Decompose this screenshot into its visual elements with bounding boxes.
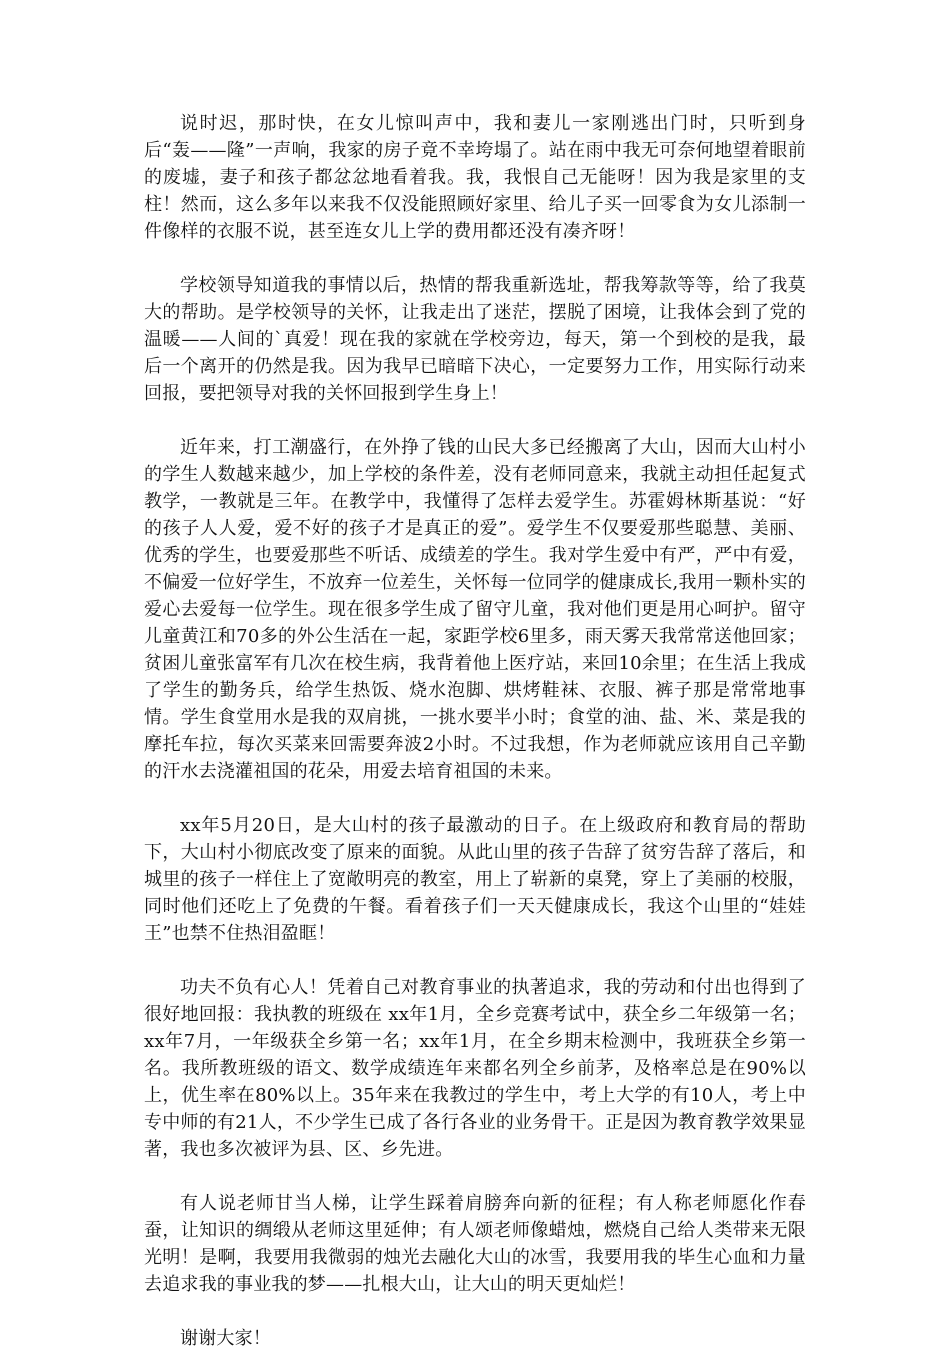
paragraph-school-change: xx年5月20日，是大山村的孩子最激动的日子。在上级政府和教育局的帮助下，大山村小彻底改变了原来的面貌。从此山里的孩子告辞了贫穷告辞了落后，和城里的孩子一样住上了宽敞明亮的教室，用上了崭新的桌凳，穿上了美丽的校服，同时他们还吃上了免费的午餐。看着孩子们一天天健康成长，我这个山里的“娃娃王”也禁不住热泪盈眶！ xyxy=(144,815,806,944)
speech-text xyxy=(144,110,806,1352)
paragraph-school-help: 学校领导知道我的事情以后，热情的帮我重新选址，帮我筹款等等，给了我莫大的帮助。是学校领导的关怀，让我走出了迷茫，摆脱了困境，让我体会到了党的温暖——人间的`真爱！现在我的家就在学校旁边，每天，第一个到校的是我，最后一个离开的仍然是我。因为我早已暗暗下决心，一定要努力工作，用实际行动来回报，要把领导对我的关怀回报到学生身上！ xyxy=(144,275,806,404)
paragraph-teaching-love: 近年来，打工潮盛行，在外挣了钱的山民大多已经搬离了大山，因而大山村小的学生人数越来越少，加上学校的条件差，没有老师同意来，我就主动担任起复式教学，一教就是三年。在教学中，我懂得了怎样去爱学生。苏霍姆林斯基说：“好的孩子人人爱，爱不好的孩子才是真正的爱”。爱学生不仅要爱那些聪慧、美丽、优秀的学生，也要爱那些不听话、成绩差的学生。我对学生爱中有严，严中有爱，不偏爱一位好学生，不放弃一位差生，关怀每一位同学的健康成长,我用一颗朴实的爱心去爱每一位学生。现在很多学生成了留守儿童，我对他们更是用心呵护。留守儿童黄江和70多的外公生活在一起，家距学校6里多，雨天雾天我常常送他回家；贫困儿童张富军有几次在校生病，我背着他上医疗站，来回10余里；在生活上我成了学生的勤务兵，给学生热饭、烧水泡脚、烘烤鞋袜、衣服、裤子那是常常地事情。学生食堂用水是我的双肩挑，一挑水要半小时；食堂的油、盐、米、菜是我的摩托车拉，每次买菜来回需要奔波2小时。不过我想，作为老师就应该用自己辛勤的汗水去浇灌祖国的花朵，用爱去培育祖国的未来。 xyxy=(144,437,806,782)
paragraph-teacher-metaphors: 有人说老师甘当人梯，让学生踩着肩膀奔向新的征程；有人称老师愿化作春蚕，让知识的绸缎从老师这里延伸；有人颂老师像蜡烛，燃烧自己给人类带来无限光明！是啊，我要用我微弱的烛光去融化大山的冰雪，我要用我的毕生心血和力量去追求我的事业我的梦——扎根大山，让大山的明天更灿烂！ xyxy=(144,1193,806,1295)
paragraph-thanks: 谢谢大家！ xyxy=(180,1328,271,1349)
paragraph-achievements: 功夫不负有心人！凭着自己对教育事业的执著追求，我的劳动和付出也得到了很好地回报：我执教的班级在 xx年1月，全乡竞赛考试中，获全乡二年级第一名；xx年7月，一年级获全乡第一名；xx年1月，在全乡期末检测中，我班获全乡第一名。我所教班级的语文、数学成绩连年来都名列全乡前茅，及格率总是在90%以上，优生率在80%以上。35年来在我教过的学生中，考上大学的有10人，考上中专中师的有21人，不少学生已成了各行各业的业务骨干。正是因为教育教学效果显著，我也多次被评为县、区、乡先进。 xyxy=(144,977,806,1160)
paragraph-house-collapse: 说时迟，那时快，在女儿惊叫声中，我和妻儿一家刚逃出门时，只听到身后“轰——隆”一声响，我家的房子竟不幸垮塌了。站在雨中我无可奈何地望着眼前的废墟，妻子和孩子都忿忿地看着我。我，我恨自己无能呀！因为我是家里的支柱！然而，这么多年以来我不仅没能照顾好家里、给儿子买一回零食为女儿添制一件像样的衣服不说，甚至连女儿上学的费用都还没有凑齐呀！ xyxy=(144,113,806,242)
